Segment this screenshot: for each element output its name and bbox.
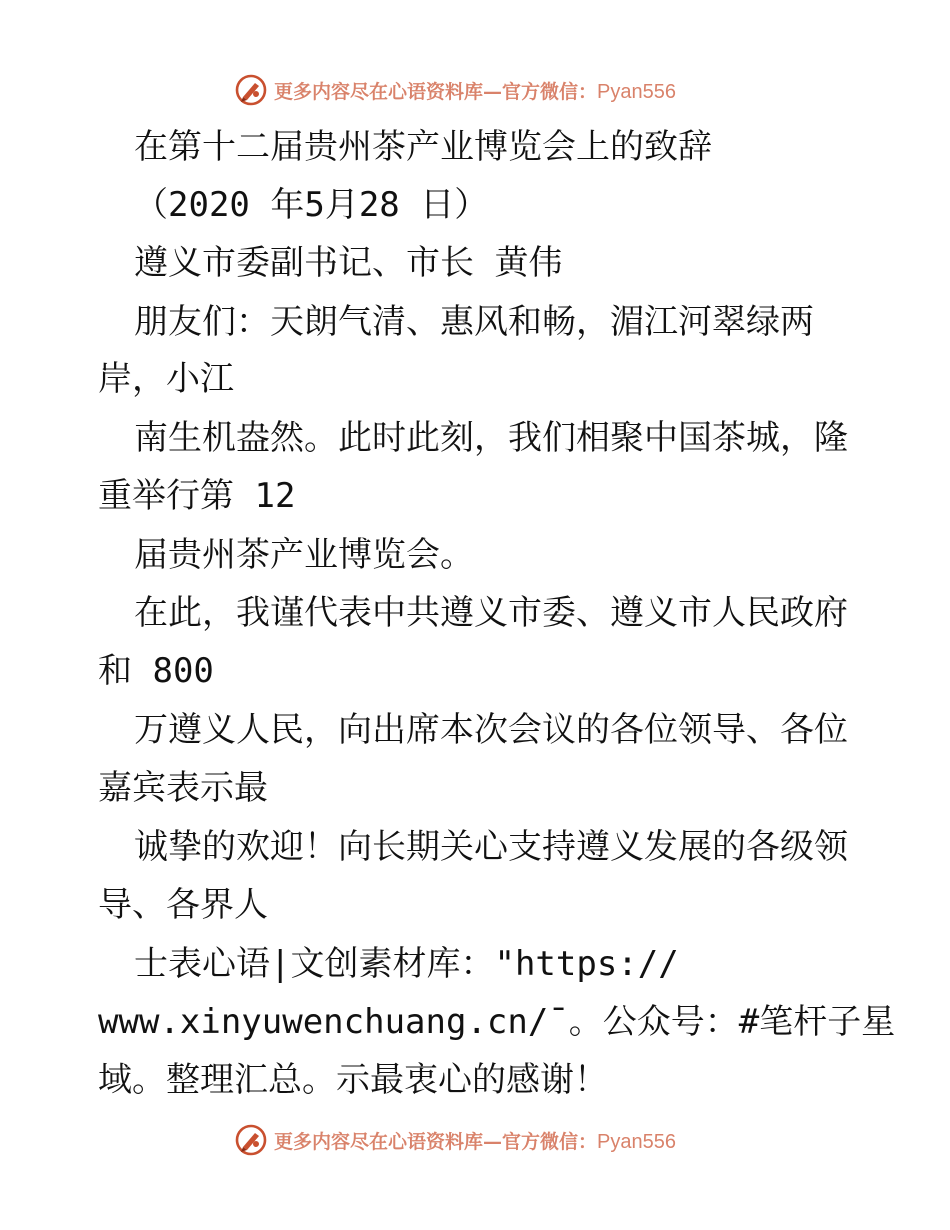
document-date: （2020 年5月28 日）: [134, 185, 489, 225]
body-line: 届贵州茶产业博览会。: [134, 535, 474, 575]
body-line: 域。整理汇总。示最衷心的感谢！: [98, 1060, 608, 1100]
body-line: 和 800: [98, 651, 214, 691]
body-line: www.xinyuwenchuang.cn/¯。公众号：#笔杆子星: [98, 1002, 896, 1042]
body-line: 在此，我谨代表中共遵义市委、遵义市人民政府: [134, 593, 848, 633]
body-line: 嘉宾表示最: [98, 768, 268, 808]
body-line: 士表心语|文创素材库："https://: [134, 944, 679, 984]
body-line: 诚挚的欢迎！向长期关心支持遵义发展的各级领: [134, 827, 848, 867]
document-author: 遵义市委副书记、市长 黄伟: [134, 243, 563, 283]
body-line: 岸，小江: [98, 359, 234, 399]
body-line: 导、各界人: [98, 885, 268, 925]
pen-logo-icon: [234, 1123, 268, 1157]
watermark-footer: [234, 1122, 714, 1158]
body-line: 南生机盎然。此时此刻，我们相聚中国茶城，隆: [134, 418, 848, 458]
document-title: 在第十二届贵州茶产业博览会上的致辞: [134, 127, 712, 167]
body-line: 朋友们：天朗气清、惠风和畅，湄江河翠绿两: [134, 302, 814, 342]
watermark-wechat-id: Pyan556: [597, 80, 676, 103]
watermark-text: 更多内容尽在心语资料库—官方微信：: [274, 1130, 598, 1153]
watermark-wechat-id: Pyan556: [597, 1130, 676, 1153]
body-line: 万遵义人民，向出席本次会议的各位领导、各位: [134, 710, 848, 750]
watermark-text: 更多内容尽在心语资料库—官方微信：: [274, 80, 598, 103]
body-line: 重举行第 12: [98, 476, 296, 516]
